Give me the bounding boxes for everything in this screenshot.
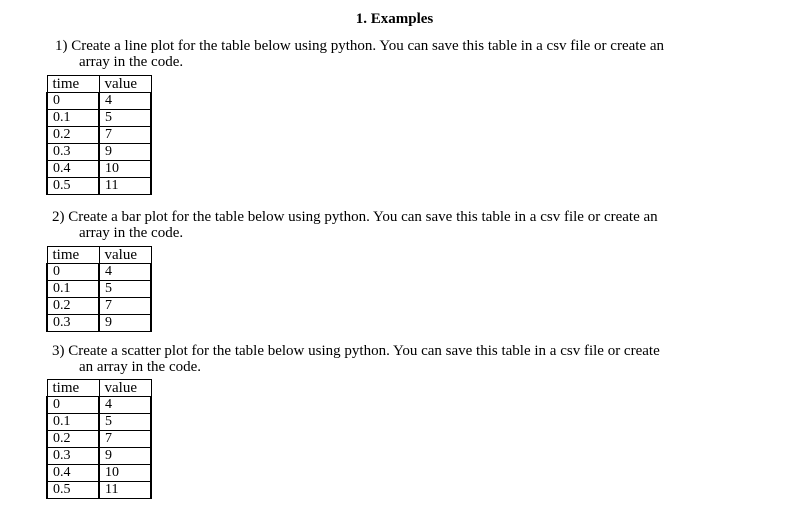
table-row (47, 161, 151, 178)
time-cell: 0.3 (47, 448, 99, 465)
table-row (47, 448, 151, 465)
exercise-2-table (46, 246, 152, 332)
table-row (47, 93, 151, 110)
value-cell: 5 (99, 110, 151, 127)
value-cell: 4 (99, 397, 151, 414)
value-cell: 10 (99, 161, 151, 178)
value-cell: 5 (99, 281, 151, 298)
time-cell: 0.5 (47, 482, 99, 499)
time-cell: 0 (47, 264, 99, 281)
time-cell: 0.1 (47, 414, 99, 431)
table-row (47, 281, 151, 298)
column-header-value: value (99, 76, 151, 93)
value-cell: 7 (99, 298, 151, 315)
table-row (47, 431, 151, 448)
value-cell: 9 (99, 315, 151, 332)
value-cell: 4 (99, 264, 151, 281)
time-cell: 0.5 (47, 178, 99, 195)
column-header-value: value (99, 380, 151, 397)
table-row (47, 315, 151, 332)
time-cell: 0.3 (47, 144, 99, 161)
table-row (47, 127, 151, 144)
data-table (46, 75, 152, 195)
page-title: 1. Examples (355, 11, 434, 27)
exercise-3-table (46, 379, 152, 499)
column-header-time: time (47, 247, 99, 264)
value-cell: 7 (99, 431, 151, 448)
time-cell: 0.3 (47, 315, 99, 332)
data-table (46, 379, 152, 499)
exercise-3-instruction: 3) Create a scatter plot for the table below using python. You can save this table in a csv file or create (52, 343, 660, 359)
value-cell: 11 (99, 482, 151, 499)
table-row (47, 465, 151, 482)
value-cell: 11 (99, 178, 151, 195)
column-header-time: time (47, 76, 99, 93)
exercise-1-instruction-cont: array in the code. (79, 54, 184, 70)
table-row (47, 397, 151, 414)
time-cell: 0.2 (47, 298, 99, 315)
value-cell: 9 (99, 448, 151, 465)
value-cell: 10 (99, 465, 151, 482)
column-header-value: value (99, 247, 151, 264)
time-cell: 0.4 (47, 465, 99, 482)
table-row (47, 144, 151, 161)
value-cell: 4 (99, 93, 151, 110)
exercise-3-instruction-cont: an array in the code. (79, 359, 202, 375)
table-row (47, 482, 151, 499)
value-cell: 5 (99, 414, 151, 431)
table-row (47, 178, 151, 195)
time-cell: 0.2 (47, 127, 99, 144)
exercise-2-instruction: 2) Create a bar plot for the table below using python. You can save this table in a csv file or create an (52, 209, 658, 225)
table-header-row (47, 76, 151, 93)
table-row (47, 110, 151, 127)
table-header-row (47, 380, 151, 397)
table-header-row (47, 247, 151, 264)
value-cell: 7 (99, 127, 151, 144)
time-cell: 0 (47, 397, 99, 414)
time-cell: 0 (47, 93, 99, 110)
table-row (47, 298, 151, 315)
value-cell: 9 (99, 144, 151, 161)
exercise-2-instruction-cont: array in the code. (79, 225, 184, 241)
table-row (47, 414, 151, 431)
table-row (47, 264, 151, 281)
time-cell: 0.1 (47, 281, 99, 298)
time-cell: 0.4 (47, 161, 99, 178)
data-table (46, 246, 152, 332)
time-cell: 0.1 (47, 110, 99, 127)
exercise-1-instruction: 1) Create a line plot for the table below using python. You can save this table in a csv file or create an (55, 38, 664, 54)
column-header-time: time (47, 380, 99, 397)
exercise-1-table (46, 75, 152, 195)
time-cell: 0.2 (47, 431, 99, 448)
